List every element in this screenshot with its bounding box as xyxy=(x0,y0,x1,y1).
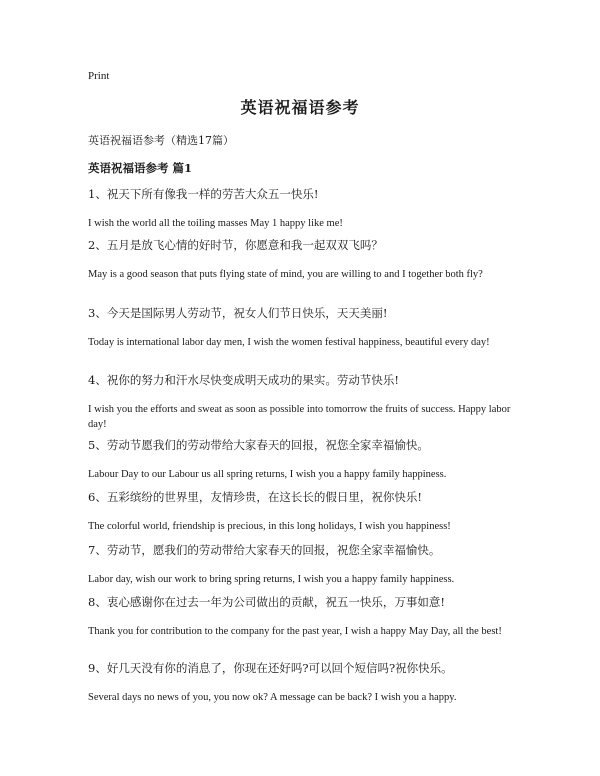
entry-english: Labor day, wish our work to bring spring returns, I wish you a happy family happiness. xyxy=(88,574,455,585)
list-item xyxy=(88,437,512,482)
entry-chinese: 4、祝你的努力和汗水尽快变成明天成功的果实。劳动节快乐! xyxy=(88,373,399,387)
list-item xyxy=(88,237,512,282)
list-item xyxy=(88,305,512,350)
entry-english: Several days no news of you, you now ok? A message can be back? I wish you a happy. xyxy=(88,692,457,703)
document-subtitle: 英语祝福语参考（精选17篇） xyxy=(88,134,234,147)
entry-english: Labour Day to our Labour us all spring returns, I wish you a happy family happiness. xyxy=(88,469,447,480)
entry-english: Today is international labor day men, I wish the women festival happiness, beautiful every day! xyxy=(88,337,490,348)
entry-english: I wish you the efforts and sweat as soon as possible into tomorrow the fruits of success. Happy labor day! xyxy=(88,404,511,430)
list-item xyxy=(88,594,512,639)
document-title: 英语祝福语参考 xyxy=(240,98,360,117)
print-link[interactable]: Print xyxy=(88,70,110,82)
entry-english: May is a good season that puts flying state of mind, you are willing to and I together both fly? xyxy=(88,269,483,280)
list-item xyxy=(88,542,512,587)
entry-chinese: 9、好几天没有你的消息了，你现在还好吗?可以回个短信吗?祝你快乐。 xyxy=(88,661,453,675)
entry-english: Thank you for contribution to the company for the past year, I wish a happy May Day, all the best! xyxy=(88,626,502,637)
list-item xyxy=(88,660,512,705)
entry-chinese: 7、劳动节，愿我们的劳动带给大家春天的回报，祝您全家幸福愉快。 xyxy=(88,543,441,557)
entry-english: The colorful world, friendship is precious, in this long holidays, I wish you happiness! xyxy=(88,521,451,532)
entry-chinese: 2、五月是放飞心情的好时节，你愿意和我一起双双飞吗？ xyxy=(88,238,383,252)
entry-chinese: 5、劳动节愿我们的劳动带给大家春天的回报，祝您全家幸福愉快。 xyxy=(88,438,429,452)
list-item xyxy=(88,186,512,231)
list-item xyxy=(88,372,512,432)
entry-chinese: 1、祝天下所有像我一样的劳苦大众五一快乐! xyxy=(88,187,319,201)
entry-chinese: 8、衷心感谢你在过去一年为公司做出的贡献，祝五一快乐，万事如意! xyxy=(88,595,445,609)
entry-chinese: 3、今天是国际男人劳动节，祝女人们节日快乐，天天美丽! xyxy=(88,306,388,320)
section-heading: 英语祝福语参考 篇1 xyxy=(88,161,193,175)
list-item xyxy=(88,489,512,534)
entry-english: I wish the world all the toiling masses May 1 happy like me! xyxy=(88,218,343,229)
entry-chinese: 6、五彩缤纷的世界里，友情珍贵，在这长长的假日里，祝你快乐! xyxy=(88,490,422,504)
